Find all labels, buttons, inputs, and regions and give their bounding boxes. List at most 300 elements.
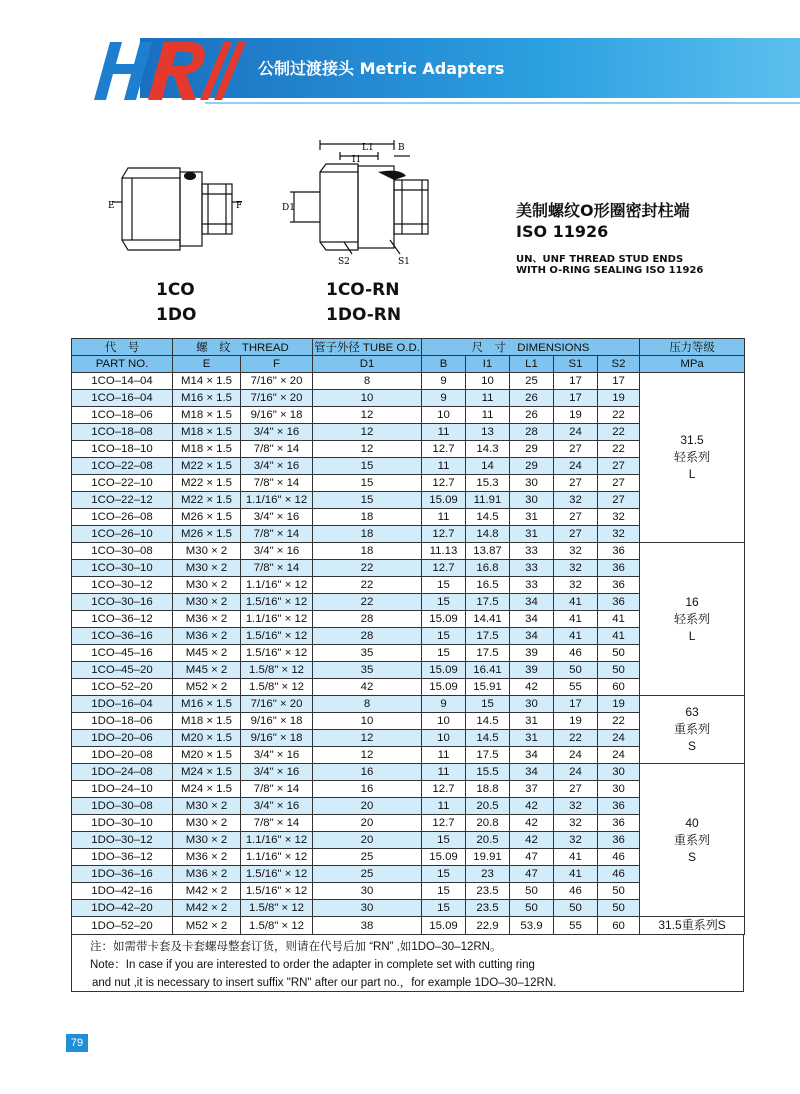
table-cell: 30 [510,696,554,713]
table-cell: 31 [510,526,554,543]
table-cell: 50 [554,900,598,917]
table-cell: 42 [510,679,554,696]
table-cell: 33 [510,560,554,577]
table-cell: 1.5/8" × 12 [241,917,313,935]
table-cell: 42 [510,815,554,832]
table-cell: 11 [422,458,466,475]
table-cell: 13 [466,424,510,441]
spec-line-1: UN、UNF THREAD STUD ENDS [516,254,684,265]
table-cell: 10 [466,373,510,390]
table-cell: M18 × 1.5 [173,424,241,441]
table-cell: 32 [554,798,598,815]
table-cell: M22 × 1.5 [173,458,241,475]
table-cell: 39 [510,662,554,679]
table-cell: 1DO–30–10 [72,815,173,832]
header-tube-od: 管子外径 TUBE O.D. [313,339,422,356]
table-cell: 19 [598,696,640,713]
table-cell: 55 [554,679,598,696]
table-cell: 25 [510,373,554,390]
page-title: 公制过渡接头 Metric Adapters [258,59,505,78]
table-cell: 7/8" × 14 [241,526,313,543]
table-cell: 32 [554,577,598,594]
dim-label-f: F [236,201,243,211]
pressure-series: L [688,628,696,643]
table-cell: M18 × 1.5 [173,407,241,424]
table-cell: 1CO–26–10 [72,526,173,543]
table-cell: 20 [313,815,422,832]
table-cell: M36 × 2 [173,866,241,883]
table-cell: 11 [466,407,510,424]
table-cell: M16 × 1.5 [173,390,241,407]
table-cell: 15 [422,577,466,594]
table-cell: 20 [313,832,422,849]
table-cell: 17 [554,373,598,390]
table-cell: 28 [510,424,554,441]
table-cell: 9 [422,373,466,390]
table-cell: 19 [554,713,598,730]
table-cell: 3/4" × 16 [241,424,313,441]
table-cell: 25 [313,849,422,866]
table-cell: M26 × 1.5 [173,526,241,543]
table-cell: 14.5 [466,713,510,730]
table-cell: 1DO–42–20 [72,900,173,917]
table-cell: 34 [510,747,554,764]
header-part-no: PART NO. [72,356,173,373]
table-cell: 30 [598,764,640,781]
dim-label-l1: L1 [362,143,374,153]
table-cell: 23.5 [466,883,510,900]
table-cell: M52 × 2 [173,679,241,696]
table-cell: 27 [598,475,640,492]
table-row [72,764,745,781]
table-cell: 41 [598,628,640,645]
table-cell: 31 [510,713,554,730]
table-cell: 36 [598,798,640,815]
table-cell: 12.7 [422,441,466,458]
table-cell: 42 [313,679,422,696]
table-cell: 1CO–22–08 [72,458,173,475]
table-cell: 41 [554,594,598,611]
table-cell: 1CO–14–04 [72,373,173,390]
table-cell: 25 [313,866,422,883]
table-cell: 39 [510,645,554,662]
table-cell: 1DO–36–12 [72,849,173,866]
table-cell: 1DO–30–08 [72,798,173,815]
table-cell: 10 [313,390,422,407]
table-cell: 3/4" × 16 [241,509,313,526]
table-cell: 7/8" × 14 [241,815,313,832]
table-cell: 7/8" × 14 [241,475,313,492]
table-cell: 1DO–18–06 [72,713,173,730]
table-cell: M52 × 2 [173,917,241,935]
table-cell: 1.1/16" × 12 [241,832,313,849]
table-cell: M36 × 2 [173,628,241,645]
table-row [72,543,745,560]
table-cell: 18.8 [466,781,510,798]
table-cell: 31 [510,509,554,526]
table-cell: 12.7 [422,781,466,798]
table-cell: 15 [422,866,466,883]
table-cell: 34 [510,594,554,611]
table-cell: 30 [313,900,422,917]
table-cell: 12 [313,407,422,424]
table-cell: 38 [313,917,422,935]
table-cell: 24 [554,747,598,764]
table-cell: 28 [313,611,422,628]
table-cell: 15 [313,475,422,492]
table-cell: M36 × 2 [173,849,241,866]
table-cell: M30 × 2 [173,577,241,594]
table-cell: 34 [510,611,554,628]
table-cell: 15 [422,900,466,917]
table-cell: 12.7 [422,560,466,577]
pressure-mpa: 40 [685,815,699,830]
table-cell: 1CO–45–20 [72,662,173,679]
table-cell: 18 [313,526,422,543]
note-en-1: Note：In case if you are interested to order the adapter in complete set with cutting ring [90,959,535,971]
table-cell: 12.7 [422,815,466,832]
table-cell: 24 [598,730,640,747]
table-cell: 17.5 [466,594,510,611]
adapter-drawing-right [282,136,452,268]
table-cell: 1.5/16" × 12 [241,883,313,900]
table-cell: 36 [598,832,640,849]
table-cell: 33 [510,543,554,560]
table-cell: 23.5 [466,900,510,917]
model-label-1co-rn: 1CO-RN [326,280,400,300]
table-cell: 50 [598,662,640,679]
page-number: 79 [66,1034,88,1052]
pressure-cell [640,543,745,696]
table-cell: 12 [313,441,422,458]
table-cell: 46 [554,883,598,900]
table-cell: 11 [422,424,466,441]
table-cell: 55 [554,917,598,935]
header-l1: L1 [510,356,554,373]
table-cell: 32 [554,560,598,577]
table-cell: 20.5 [466,832,510,849]
table-cell: 60 [598,679,640,696]
table-cell: 41 [554,849,598,866]
table-cell: M20 × 1.5 [173,747,241,764]
table-cell: 12 [313,424,422,441]
table-cell: 11 [422,509,466,526]
table-cell: 32 [554,543,598,560]
table-cell: 9/16" × 18 [241,730,313,747]
table-cell: 3/4" × 16 [241,747,313,764]
table-cell: 11 [466,390,510,407]
table-cell: 1.5/8" × 12 [241,679,313,696]
table-cell: 27 [598,458,640,475]
table-cell: 15 [422,645,466,662]
table-cell: 47 [510,866,554,883]
table-cell: 26 [510,407,554,424]
table-cell: 15 [466,696,510,713]
table-cell: 41 [598,611,640,628]
table-cell: 20.8 [466,815,510,832]
table-cell: 12 [313,730,422,747]
header-divider [205,102,800,104]
header-b: B [422,356,466,373]
table-cell: 10 [313,713,422,730]
table-cell: M26 × 1.5 [173,509,241,526]
table-cell: 12.7 [422,475,466,492]
table-cell: 1CO–45–16 [72,645,173,662]
table-cell: 1.5/8" × 12 [241,662,313,679]
table-cell: 36 [598,815,640,832]
header-i1: I1 [466,356,510,373]
table-cell: 1.5/16" × 12 [241,645,313,662]
table-cell: 22 [598,424,640,441]
table-cell: 50 [598,883,640,900]
pressure-cell [640,696,745,764]
table-cell: M24 × 1.5 [173,764,241,781]
table-cell: 22.9 [466,917,510,935]
table-cell: 1CO–30–10 [72,560,173,577]
table-cell: 27 [554,441,598,458]
pressure-mpa: 31.5 [680,433,704,447]
table-cell: 11 [422,764,466,781]
table-cell: 30 [510,492,554,509]
table-cell: 16 [313,781,422,798]
table-cell: 1.5/16" × 12 [241,866,313,883]
table-cell: 1CO–36–12 [72,611,173,628]
dim-label-s1: S1 [398,257,410,267]
spec-line-2: WITH O-RING SEALING ISO 11926 [516,265,704,276]
table-row [72,373,745,390]
note-en-2: and nut ,it is necessary to insert suffix "RN" after our part no.，for example 1DO–30–12RN. [92,977,557,989]
table-cell: 32 [598,526,640,543]
table-cell: 12.7 [422,526,466,543]
table-cell: 15 [422,594,466,611]
pressure-label: 31.5重系列S [658,918,726,932]
dimensions-table [71,338,745,935]
table-cell: 47 [510,849,554,866]
table-cell: M30 × 2 [173,832,241,849]
table-cell: 1CO–30–08 [72,543,173,560]
table-cell: 42 [510,832,554,849]
note-cn: 注：如需带卡套及卡套螺母整套订货，则请在代号后加 “RN” ,如1DO–30–12RN。 [90,941,502,953]
table-cell: 16.8 [466,560,510,577]
pressure-series: L [688,467,696,481]
table-cell: 1CO–52–20 [72,679,173,696]
table-cell: M30 × 2 [173,798,241,815]
dim-label-e: E [108,201,115,211]
table-cell: 17.5 [466,747,510,764]
header-e: E [173,356,241,373]
table-cell: 27 [554,475,598,492]
table-cell: 1.5/16" × 12 [241,628,313,645]
table-cell: 27 [598,492,640,509]
table-cell: 42 [510,798,554,815]
table-cell: 1.1/16" × 12 [241,577,313,594]
table-cell: 46 [598,866,640,883]
table-cell: M18 × 1.5 [173,713,241,730]
table-cell: 9 [422,390,466,407]
table-cell: 13.87 [466,543,510,560]
table-cell: 10 [422,407,466,424]
table-cell: 1CO–26–08 [72,509,173,526]
table-cell: 30 [510,475,554,492]
table-cell: 41 [554,611,598,628]
model-label-1do: 1DO [156,305,197,325]
table-cell: M18 × 1.5 [173,441,241,458]
table-cell: 27 [554,509,598,526]
table-cell: 11.13 [422,543,466,560]
page-header [0,38,800,102]
table-cell: 22 [313,594,422,611]
header-f: F [241,356,313,373]
model-label-1do-rn: 1DO-RN [326,305,402,325]
pressure-cell [640,373,745,543]
table-cell: 50 [598,900,640,917]
table-cell: 15 [422,883,466,900]
table-cell: 9 [422,696,466,713]
table-cell: 18 [313,543,422,560]
model-label-1co: 1CO [156,280,195,300]
table-cell: 1DO–24–10 [72,781,173,798]
header-mpa: MPa [640,356,745,373]
table-cell: 15.3 [466,475,510,492]
table-cell: 15.09 [422,492,466,509]
table-cell: 41 [554,866,598,883]
table-cell: 50 [554,662,598,679]
table-cell: M30 × 2 [173,543,241,560]
pressure-series: S [688,739,697,753]
table-cell: 1CO–30–16 [72,594,173,611]
table-cell: 22 [313,560,422,577]
table-cell: 19 [598,390,640,407]
table-cell: 36 [598,577,640,594]
table-cell: 23 [466,866,510,883]
table-cell: 7/8" × 14 [241,441,313,458]
table-row [72,696,745,713]
table-cell: 3/4" × 16 [241,798,313,815]
table-cell: 1DO–16–04 [72,696,173,713]
table-cell: 17 [598,373,640,390]
table-cell: 17 [554,390,598,407]
table-cell: 1.5/16" × 12 [241,594,313,611]
table-cell: 14.3 [466,441,510,458]
table-cell: 29 [510,458,554,475]
pressure-mpa: 16 [685,594,699,609]
table-cell: 15.09 [422,679,466,696]
table-cell: 14.5 [466,730,510,747]
table-cell: 28 [313,628,422,645]
table-cell: 31 [510,730,554,747]
table-cell: 14.8 [466,526,510,543]
table-cell: 15 [313,458,422,475]
table-cell: 11 [422,747,466,764]
table-cell: 7/8" × 14 [241,781,313,798]
table-cell: 1CO–36–16 [72,628,173,645]
table-cell: 22 [554,730,598,747]
table-cell: M14 × 1.5 [173,373,241,390]
table-cell: 15.09 [422,849,466,866]
table-cell: 1.1/16" × 12 [241,849,313,866]
table-cell: 15.91 [466,679,510,696]
table-cell: 27 [554,526,598,543]
table-cell: 10 [422,713,466,730]
table-cell: 3/4" × 16 [241,458,313,475]
table-cell: 1DO–20–06 [72,730,173,747]
table-cell: M30 × 2 [173,560,241,577]
table-row [72,917,745,935]
table-cell: 50 [598,645,640,662]
table-cell: 35 [313,645,422,662]
table-cell: M20 × 1.5 [173,730,241,747]
table-cell: 8 [313,696,422,713]
dim-label-b: B [398,143,405,153]
table-cell: 34 [510,764,554,781]
pressure-series-cn: 重系列 [674,722,711,736]
table-cell: 18 [313,509,422,526]
table-cell: 32 [598,509,640,526]
table-cell: M16 × 1.5 [173,696,241,713]
table-cell: M42 × 2 [173,883,241,900]
table-cell: 46 [598,849,640,866]
company-logo-icon [82,38,272,102]
table-cell: 1CO–18–10 [72,441,173,458]
order-note [71,935,744,992]
table-cell: 10 [422,730,466,747]
table-cell: 9/16" × 18 [241,713,313,730]
table-cell: 41 [554,628,598,645]
dim-label-i1: I1 [352,155,362,165]
table-cell: 22 [598,713,640,730]
table-cell: 1CO–18–06 [72,407,173,424]
table-cell: 37 [510,781,554,798]
table-cell: M36 × 2 [173,611,241,628]
table-cell: 22 [598,441,640,458]
table-cell: 7/8" × 14 [241,560,313,577]
header-s2: S2 [598,356,640,373]
table-cell: 1DO–42–16 [72,883,173,900]
table-cell: 20.5 [466,798,510,815]
table-cell: 30 [598,781,640,798]
table-cell: 1.1/16" × 12 [241,611,313,628]
pressure-cell [640,917,745,935]
table-cell: M45 × 2 [173,645,241,662]
table-cell: 1.1/16" × 12 [241,492,313,509]
table-cell: 1CO–30–12 [72,577,173,594]
table-cell: 22 [598,407,640,424]
table-cell: 16 [313,764,422,781]
table-cell: 32 [554,832,598,849]
table-cell: 15.09 [422,662,466,679]
table-cell: 3/4" × 16 [241,764,313,781]
table-cell: 30 [313,883,422,900]
table-cell: 7/16" × 20 [241,696,313,713]
table-cell: 27 [554,781,598,798]
table-cell: 9/16" × 18 [241,407,313,424]
table-cell: 60 [598,917,640,935]
table-cell: M42 × 2 [173,900,241,917]
pressure-series-cn: 轻系列 [674,450,711,464]
table-cell: 19 [554,407,598,424]
header-thread: 螺 纹 THREAD [173,339,313,356]
table-cell: 1DO–24–08 [72,764,173,781]
table-cell: 36 [598,560,640,577]
pressure-mpa: 63 [685,705,699,719]
pressure-series-cn: 轻系列 [674,611,711,626]
header-dimensions: 尺 寸 DIMENSIONS [422,339,640,356]
pressure-cell [640,764,745,917]
table-cell: 1DO–30–12 [72,832,173,849]
table-cell: 14 [466,458,510,475]
spec-title-iso: ISO 11926 [516,222,609,241]
table-cell: 17 [554,696,598,713]
